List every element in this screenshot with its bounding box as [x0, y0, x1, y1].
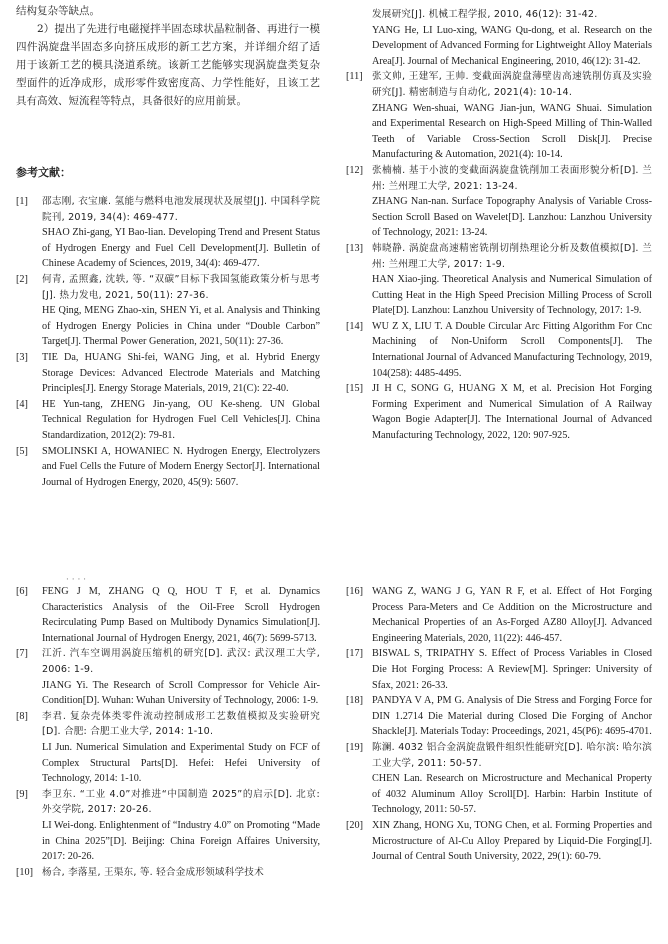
- reference-number: [10]: [16, 866, 33, 878]
- reference-number: [8]: [16, 710, 28, 722]
- reference-body: [372, 693, 652, 740]
- reference-item: [346, 693, 652, 740]
- reference-chinese: 韩晓静. 涡旋盘高速精密铣削切削热理论分析及数值模拟[D]. 兰州: 兰州理工大学, 2017: 1-9.: [372, 242, 652, 270]
- reference-body: [42, 272, 320, 350]
- reference-item: [16, 444, 320, 491]
- reference-english: WU Z X, LIU T. A Double Circular Arc Fitting Algorithm For Cnc Machining of Non-Uniform Scroll Components[J]. The International Journal of Advanced Manufacturing Technology, 2019, 104(258): 4485-4495.: [372, 320, 652, 379]
- reference-body: [42, 646, 320, 708]
- reference-english: ZHANG Wen-shuai, WANG Jian-jun, WANG Shuai. Simulation and Experimental Research on High-Speed Milling of Thin-Walled Teeth of Variable Cross-Section Scroll Disk[J]. Precise Manufacturing & Automation, 2021(4): 10-14.: [372, 102, 652, 161]
- reference-english: LI Jun. Numerical Simulation and Experimental Study on FCF of Complex Structural Parts[D]. Hefei: Hefei University of Technology, 2014: 1-10.: [42, 741, 320, 785]
- reference-body: [42, 350, 320, 397]
- reference-chinese: 李卫东. “工业 4.0”对推进“中国制造 2025”的启示[D]. 北京: 外交学院, 2017: 20-26.: [42, 788, 320, 816]
- reference-number: [3]: [16, 351, 28, 363]
- reference-number: [20]: [346, 819, 363, 831]
- reference-english: ZHANG Nan-nan. Surface Topography Analysis of Variable Cross-Section Scroll Based on Wavelet[D]. Lanzhou: Lanzhou University of Technology, 2021: 13-24.: [372, 196, 652, 239]
- conclusion-block: [16, 2, 320, 110]
- reference-chinese: 陈澜. 4032 铝合金涡旋盘锻件组织性能研究[D]. 哈尔滨: 哈尔滨工业大学, 2011: 50-57.: [372, 741, 652, 769]
- reference-english: HE Qing, MENG Zhao-xin, SHEN Yi, et al. Analysis and Thinking of Hydrogen Energy Policies in China under “Double Carbon” Target[J]. Thermal Power Generation, 2021, 50(11): 27-36.: [42, 305, 320, 348]
- reference-number: [19]: [346, 741, 363, 753]
- reference-number: [15]: [346, 383, 363, 395]
- reference-english: YANG He, LI Luo-xing, WANG Qu-dong, et al. Research on the Development of Advanced Forming for Lightweight Alloy Materials Area[J]. Journal of Mechanical Engineering, 2010, 46(12): 31-42.: [372, 24, 652, 67]
- reference-english: TIE Da, HUANG Shi-fei, WANG Jing, et al. Hybrid Energy Storage Devices: Advanced Electrode Materials and Matching Principles[J]. Energy Storage Materials, 2019, 21(C): 22-40.: [42, 351, 320, 395]
- reference-number: [18]: [346, 695, 363, 707]
- reference-body: [372, 319, 652, 381]
- reference-body: [42, 865, 320, 881]
- reference-body: [372, 584, 652, 646]
- reference-english: JIANG Yi. The Research of Scroll Compressor for Vehicle Air-Condition[D]. Wuhan: Wuhan University of Technology, 2006: 1-9.: [42, 679, 320, 707]
- reference-english: FENG J M, ZHANG Q Q, HOU T F, et al. Dynamics Characteristics Analysis of the Oil-Free Scroll Hydrogen Recirculating Pump Based on Multibody Dynamics Simulation[J]. International Journal of Hydrogen Energy, 2021, 46(7): 5699-5713.: [42, 586, 320, 644]
- references-left-bottom: [16, 584, 320, 880]
- reference-body: [42, 397, 320, 444]
- reference-body: [372, 646, 652, 693]
- reference-body: [372, 818, 652, 865]
- reference-item: [346, 163, 652, 241]
- reference-number: [17]: [346, 648, 363, 660]
- reference-english: BISWAL S, TRIPATHY S. Effect of Process Variables in Closed Die Hot Forging Process: A Review[M]. Springer: University of Sfax, 2021: 26-33.: [372, 648, 652, 691]
- reference-item: [346, 584, 652, 646]
- reference-number: [16]: [346, 586, 363, 597]
- reference-english: HAN Xiao-jing. Theoretical Analysis and Numerical Simulation of Cutting Heat in the High Speed Precision Milling Process of Scroll Plate[D]. Lanzhou: Lanzhou University of Technology, 2017: 1-9.: [372, 274, 652, 317]
- reference-chinese: 江沂. 汽车空调用涡旋压缩机的研究[D]. 武汉: 武汉理工大学, 2006: 1-9.: [42, 648, 320, 675]
- reference-item: [16, 709, 320, 787]
- reference-number: [5]: [16, 445, 28, 457]
- reference-number: [4]: [16, 398, 28, 410]
- reference-english: LI Wei-dong. Enlightenment of “Industry 4.0” on Promoting “Made in China 2025”[D]. Beijing: China Foreign Affaires University, 2017: 20-26.: [42, 819, 320, 863]
- reference-chinese: 何青, 孟照鑫, 沈轶, 等. “双碳”目标下我国氢能政策分析与思考[J]. 热力发电, 2021, 50(11): 27-36.: [42, 273, 320, 301]
- reference-body: [42, 444, 320, 491]
- reference-english: XIN Zhang, HONG Xu, TONG Chen, et al. Forming Properties and Microstructure of Al-Cu Alloy Prepared by Liquid-Die Forging[J]. Journal of Central South University, 2022, 29(1): 60-79.: [372, 819, 652, 863]
- reference-item: [16, 194, 320, 272]
- reference-item: [16, 584, 320, 646]
- reference-body: [372, 69, 652, 163]
- reference-number: [11]: [346, 71, 363, 83]
- conclusion-paragraph: 2）提出了先进行电磁搅拌半固态球状晶粒制备、再进行一模四件涡旋盘半固态多向挤压成形的新工艺方案，并详细介绍了适用于该新工艺的模具浇道系统。该新工艺能够实现涡旋盘类复杂型面件的近净成形，成形零件致密度高、力学性能好，且该工艺具有高效、短流程等特点，具备很好的应用前景。: [16, 23, 320, 107]
- reference-english: HE Yun-tang, ZHENG Jin-yang, OU Ke-sheng. UN Global Technical Regulation for Hydrogen Fuel Cell Vehicles[J]. China Standardization, 2012(2): 79-81.: [42, 398, 320, 441]
- reference-body: [372, 241, 652, 319]
- reference-number: [1]: [16, 196, 28, 207]
- reference-body: [372, 740, 652, 818]
- references-right-bottom: [346, 584, 652, 865]
- reference-chinese: 李君. 复杂壳体类零件流动控制成形工艺数值模拟及实验研究[D]. 合肥: 合肥工业大学, 2014: 1-10.: [42, 710, 320, 738]
- reference-number: [13]: [346, 242, 363, 254]
- reference-item: [16, 397, 320, 444]
- conclusion-line: 结构复杂等缺点。: [16, 5, 100, 17]
- reference-english: CHEN Lan. Research on Microstructure and Mechanical Property of 4032 Aluminum Alloy Scroll[D]. Harbin: Harbin Institute of Technology, 2011: 50-57.: [372, 773, 652, 816]
- reference-number: [9]: [16, 788, 28, 800]
- reference-english: SMOLINSKI A, HOWANIEC N. Hydrogen Energy, Electrolyzers and Fuel Cells the Future of Modern Energy Sector[J]. International Journal of Hydrogen Energy, 2020, 45(9): 5607.: [42, 445, 320, 488]
- stray-mark: · · · ·: [66, 575, 87, 585]
- references-left-top: [16, 194, 320, 490]
- reference-english: WANG Z, WANG J G, YAN R F, et al. Effect of Hot Forging Process Para-Meters and Ce Addition on the Microstructure and Mechanical Properties of an As-Forged AZ80 Alloy[J]. Advanced Engineering Materials, 2020, 11(22): 446-457.: [372, 586, 652, 644]
- reference-body: [42, 787, 320, 865]
- reference-chinese: 张文帅, 王建军, 王帅. 变截面涡旋盘薄壁齿高速铣削仿真及实验研究[J]. 精密制造与自动化, 2021(4): 10-14.: [372, 71, 652, 98]
- reference-chinese: 发展研究[J]. 机械工程学报, 2010, 46(12): 31-42.: [372, 9, 598, 20]
- reference-item: [346, 740, 652, 818]
- reference-body: [42, 194, 320, 272]
- reference-item: [346, 7, 652, 69]
- references-right-top: [346, 7, 652, 444]
- reference-body: [42, 584, 320, 646]
- reference-item: [346, 241, 652, 319]
- reference-number: [12]: [346, 164, 363, 176]
- reference-english: SHAO Zhi-gang, YI Bao-lian. Developing Trend and Present Status of Hydrogen Energy and Fuel Cell Development[J]. Bulletin of Chinese Academy of Sciences, 2019, 34(4): 469-477.: [42, 227, 320, 270]
- reference-item: [346, 381, 652, 443]
- reference-number: [7]: [16, 648, 28, 660]
- reference-item: [16, 350, 320, 397]
- reference-body: [372, 7, 652, 69]
- reference-chinese: 张楠楠. 基于小波的变截面涡旋盘铣削加工表面形貌分析[D]. 兰州: 兰州理工大学, 2021: 13-24.: [372, 164, 652, 192]
- reference-chinese: 邵志刚, 衣宝廉. 氢能与燃料电池发展现状及展望[J]. 中国科学院院刊, 2019, 34(4): 469-477.: [42, 196, 320, 223]
- reference-english: JI H C, SONG G, HUANG X M, et al. Precision Hot Forging Forming Experiment and Numerical Simulation of A Railway Wagon Bogie Adapter[J]. The International Journal of Advanced Manufacturing Technology, 2022, 120: 907-925.: [372, 383, 652, 442]
- reference-item: [16, 787, 320, 865]
- reference-item: [16, 272, 320, 350]
- reference-number: [6]: [16, 586, 28, 597]
- reference-number: [346, 7, 372, 69]
- reference-item: [16, 646, 320, 708]
- references-heading: 参考文献：: [16, 166, 71, 179]
- reference-english: PANDYA V A, PM G. Analysis of Die Stress and Forging Force for DIN 1.2714 Die Material during Closed Die Forging of Anchor Shackle[J]. Materials Today: Proceedings, 2021, 45(P6): 4695-4701.: [372, 695, 652, 738]
- reference-item: [346, 319, 652, 381]
- reference-number: [14]: [346, 320, 363, 332]
- reference-item: [346, 818, 652, 865]
- reference-number: [2]: [16, 273, 28, 285]
- reference-item: [346, 69, 652, 163]
- reference-item: [16, 865, 320, 881]
- reference-body: [372, 381, 652, 443]
- reference-item: [346, 646, 652, 693]
- reference-body: [372, 163, 652, 241]
- reference-chinese: 杨合, 李落星, 王渠东, 等. 轻合金成形领域科学技术: [42, 866, 264, 878]
- reference-body: [42, 709, 320, 787]
